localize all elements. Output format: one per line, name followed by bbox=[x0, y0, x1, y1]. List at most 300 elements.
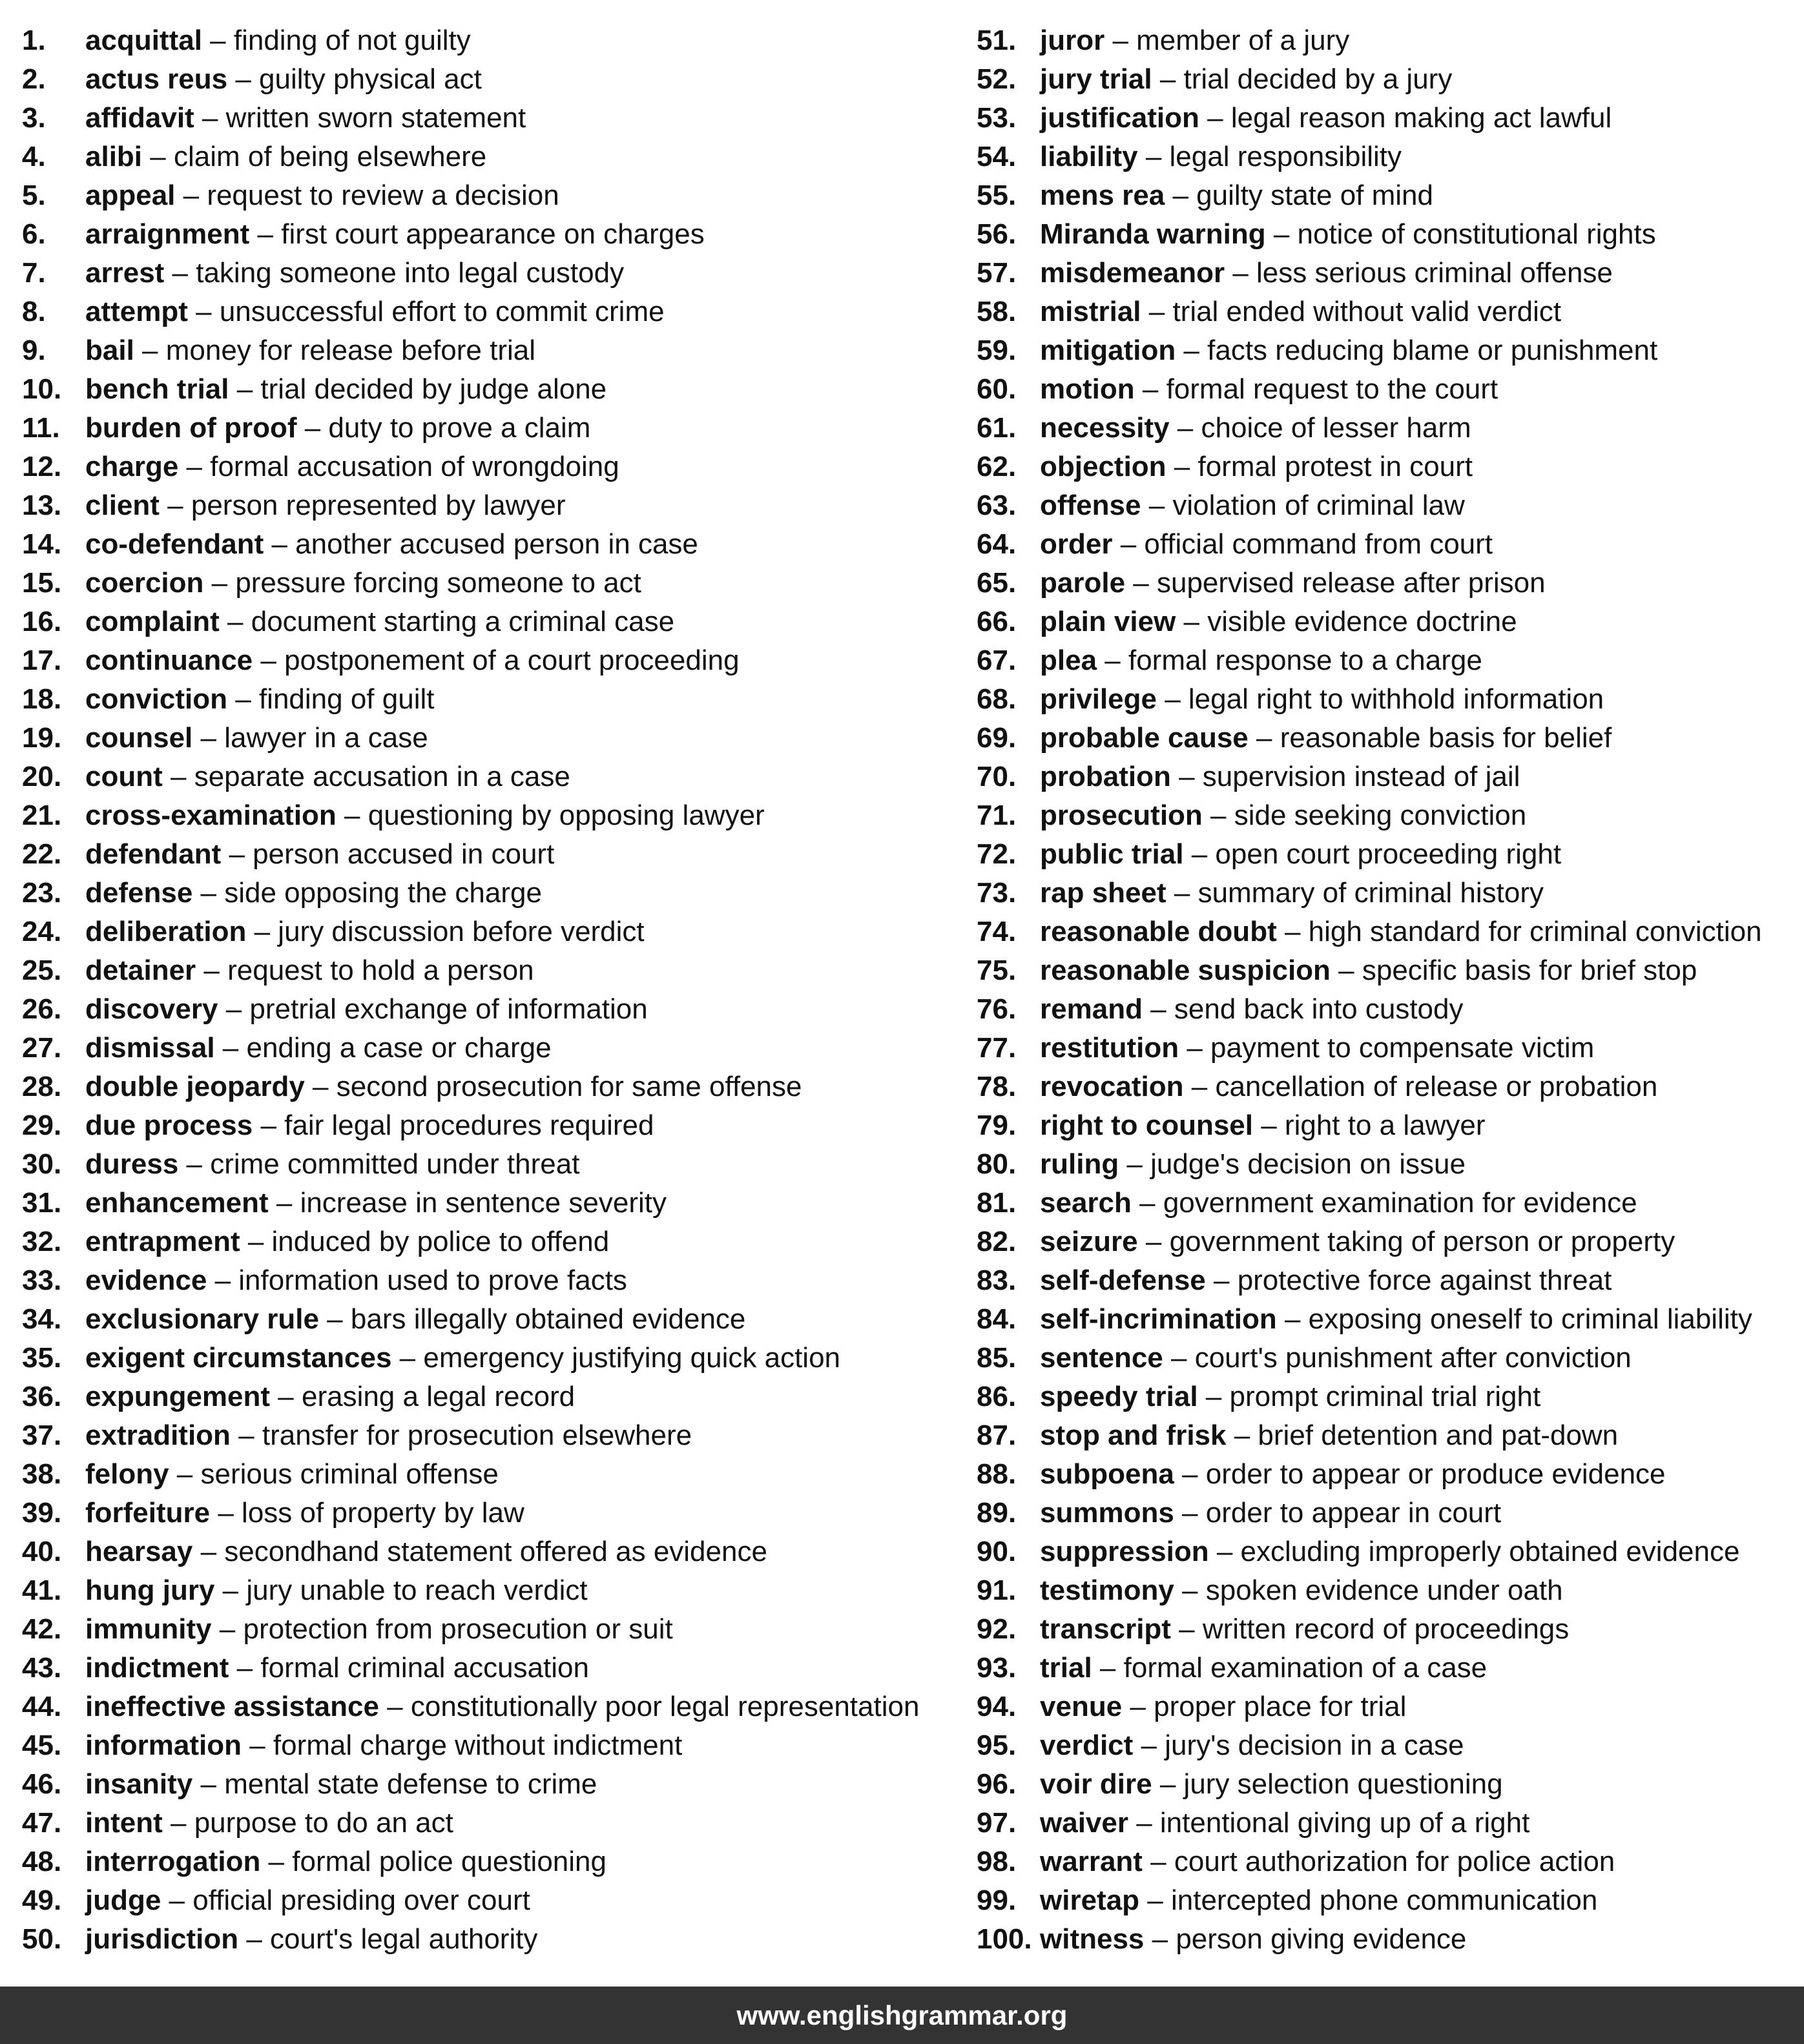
entry-term: mitigation bbox=[1040, 335, 1176, 366]
entry-term: arraignment bbox=[85, 218, 250, 250]
glossary-entry bbox=[977, 1029, 1797, 1068]
entry-number: 4. bbox=[22, 141, 46, 172]
entry-separator: – bbox=[1097, 645, 1128, 676]
glossary-entry bbox=[22, 176, 959, 215]
entry-term: due process bbox=[85, 1110, 253, 1141]
entry-number: 14. bbox=[22, 528, 62, 560]
entry-number: 1. bbox=[22, 25, 46, 56]
entry-number: 95. bbox=[977, 1729, 1017, 1761]
entry-term: double jeopardy bbox=[85, 1071, 305, 1102]
entry-definition: purpose to do an act bbox=[194, 1807, 453, 1839]
entry-separator: – bbox=[1248, 722, 1280, 754]
entry-term: probation bbox=[1040, 761, 1171, 792]
entry-definition: cancellation of release or probation bbox=[1215, 1071, 1658, 1102]
glossary-entry bbox=[977, 1378, 1797, 1416]
entry-number: 16. bbox=[22, 606, 62, 637]
entry-number: 85. bbox=[977, 1342, 1017, 1374]
entry-definition: intercepted phone communication bbox=[1170, 1884, 1598, 1916]
glossary-entry bbox=[22, 1571, 959, 1610]
entry-definition: visible evidence doctrine bbox=[1207, 606, 1517, 637]
glossary-entry bbox=[977, 138, 1797, 176]
glossary-entry bbox=[977, 60, 1797, 99]
entry-term: immunity bbox=[85, 1613, 212, 1645]
entry-term: dismissal bbox=[85, 1032, 215, 1064]
entry-separator: – bbox=[1156, 683, 1188, 715]
glossary-entry bbox=[977, 176, 1797, 215]
entry-definition: summary of criminal history bbox=[1197, 877, 1544, 909]
glossary-entry bbox=[22, 1533, 959, 1571]
entry-number: 53. bbox=[977, 102, 1017, 134]
glossary-entry bbox=[22, 1920, 959, 1959]
entry-term: actus reus bbox=[85, 63, 228, 95]
entry-number: 68. bbox=[977, 683, 1017, 715]
entry-number: 52. bbox=[977, 63, 1017, 95]
entry-number: 58. bbox=[977, 296, 1017, 327]
glossary-entry bbox=[22, 951, 959, 990]
entry-separator: – bbox=[218, 993, 250, 1025]
entry-separator: – bbox=[1205, 1265, 1238, 1296]
entry-separator: – bbox=[162, 761, 194, 792]
entry-definition: jury selection questioning bbox=[1183, 1768, 1503, 1800]
entry-definition: duty to prove a claim bbox=[328, 412, 591, 444]
entry-number: 69. bbox=[977, 722, 1017, 754]
entry-definition: serious criminal offense bbox=[200, 1458, 499, 1490]
entry-number: 50. bbox=[22, 1923, 62, 1955]
entry-number: 88. bbox=[977, 1458, 1017, 1490]
entry-number: 31. bbox=[22, 1187, 62, 1219]
entry-separator: – bbox=[134, 335, 166, 366]
glossary-entry bbox=[22, 138, 959, 176]
entry-number: 77. bbox=[977, 1032, 1017, 1064]
glossary-entry bbox=[22, 1261, 959, 1300]
glossary-entry bbox=[22, 215, 959, 254]
entry-number: 78. bbox=[977, 1071, 1017, 1102]
entry-separator: – bbox=[1225, 257, 1257, 289]
glossary-entry bbox=[22, 641, 959, 680]
entry-term: hung jury bbox=[85, 1574, 215, 1606]
glossary-entry bbox=[977, 1145, 1797, 1184]
entry-term: continuance bbox=[85, 645, 253, 676]
entry-definition: government examination for evidence bbox=[1163, 1187, 1637, 1219]
glossary-entry bbox=[22, 835, 959, 874]
entry-definition: postponement of a court proceeding bbox=[284, 645, 740, 676]
entry-term: probable cause bbox=[1040, 722, 1249, 754]
entry-definition: ending a case or charge bbox=[246, 1032, 552, 1064]
entry-number: 72. bbox=[977, 838, 1017, 870]
entry-separator: – bbox=[260, 1846, 293, 1877]
entry-term: evidence bbox=[85, 1265, 207, 1296]
glossary-entry bbox=[22, 680, 959, 719]
entry-number: 90. bbox=[977, 1536, 1017, 1567]
entry-number: 89. bbox=[977, 1497, 1017, 1529]
entry-term: coercion bbox=[85, 567, 204, 599]
entry-number: 6. bbox=[22, 218, 46, 250]
entry-definition: bars illegally obtained evidence bbox=[350, 1303, 746, 1335]
entry-separator: – bbox=[1128, 1807, 1160, 1839]
glossary-entry bbox=[22, 293, 959, 331]
entry-term: jurisdiction bbox=[85, 1923, 239, 1955]
glossary-column-left bbox=[22, 21, 959, 1959]
entry-definition: formal police questioning bbox=[292, 1846, 607, 1877]
glossary-entry bbox=[22, 370, 959, 409]
glossary-entry bbox=[977, 409, 1797, 448]
entry-definition: order to appear in court bbox=[1205, 1497, 1502, 1529]
entry-number: 40. bbox=[22, 1536, 62, 1567]
entry-number: 82. bbox=[977, 1226, 1017, 1257]
entry-separator: – bbox=[159, 490, 191, 521]
entry-separator: – bbox=[219, 606, 251, 637]
glossary-entry bbox=[22, 1145, 959, 1184]
entry-term: felony bbox=[85, 1458, 169, 1490]
entry-definition: separate accusation in a case bbox=[194, 761, 570, 792]
entry-term: prosecution bbox=[1040, 800, 1203, 831]
glossary-entry bbox=[22, 719, 959, 758]
glossary-entry bbox=[977, 1300, 1797, 1339]
entry-definition: prompt criminal trial right bbox=[1229, 1381, 1541, 1412]
entry-term: right to counsel bbox=[1040, 1110, 1253, 1141]
entry-term: hearsay bbox=[85, 1536, 193, 1567]
glossary-entry bbox=[22, 254, 959, 293]
entry-number: 38. bbox=[22, 1458, 62, 1490]
entry-term: indictment bbox=[85, 1652, 229, 1684]
entry-definition: request to review a decision bbox=[207, 180, 559, 211]
glossary-entry bbox=[977, 874, 1797, 913]
glossary-entry bbox=[977, 835, 1797, 874]
entry-number: 98. bbox=[977, 1846, 1017, 1877]
entry-definition: legal responsibility bbox=[1169, 141, 1402, 172]
entry-number: 17. bbox=[22, 645, 62, 676]
glossary-entry bbox=[22, 1029, 959, 1068]
entry-term: venue bbox=[1040, 1691, 1123, 1722]
entry-definition: secondhand statement offered as evidence bbox=[224, 1536, 767, 1567]
entry-separator: – bbox=[253, 645, 285, 676]
entry-term: jury trial bbox=[1040, 63, 1152, 95]
glossary-entry bbox=[22, 1649, 959, 1688]
entry-definition: government taking of person or property bbox=[1169, 1226, 1675, 1257]
entry-term: testimony bbox=[1040, 1574, 1174, 1606]
glossary-entry bbox=[22, 1300, 959, 1339]
glossary-entry bbox=[977, 99, 1797, 138]
entry-definition: send back into custody bbox=[1174, 993, 1464, 1025]
entry-definition: person represented by lawyer bbox=[191, 490, 566, 521]
entry-term: acquittal bbox=[85, 25, 202, 56]
entry-definition: constitutionally poor legal representation bbox=[410, 1691, 920, 1722]
entry-definition: questioning by opposing lawyer bbox=[368, 800, 765, 831]
glossary-entry bbox=[977, 1184, 1797, 1223]
glossary-entry bbox=[977, 1068, 1797, 1106]
entry-separator: – bbox=[227, 63, 260, 95]
glossary-entry bbox=[22, 1688, 959, 1726]
glossary-entry bbox=[977, 1533, 1797, 1571]
entry-number: 12. bbox=[22, 451, 62, 482]
entry-separator: – bbox=[238, 1923, 271, 1955]
entry-separator: – bbox=[229, 1652, 261, 1684]
entry-definition: finding of guilt bbox=[258, 683, 435, 715]
entry-definition: taking someone into legal custody bbox=[196, 257, 625, 289]
entry-term: warrant bbox=[1040, 1846, 1143, 1877]
entry-term: exclusionary rule bbox=[85, 1303, 319, 1335]
entry-definition: less serious criminal offense bbox=[1256, 257, 1613, 289]
entry-number: 59. bbox=[977, 335, 1017, 366]
entry-separator: – bbox=[207, 1265, 239, 1296]
entry-number: 30. bbox=[22, 1148, 62, 1180]
entry-separator: – bbox=[162, 1807, 194, 1839]
entry-term: co-defendant bbox=[85, 528, 264, 560]
entry-term: revocation bbox=[1040, 1071, 1184, 1102]
glossary-entry bbox=[22, 796, 959, 835]
entry-separator: – bbox=[1276, 1303, 1309, 1335]
entry-term: exigent circumstances bbox=[85, 1342, 392, 1374]
entry-separator: – bbox=[1165, 180, 1197, 211]
glossary-entry bbox=[22, 913, 959, 951]
entry-definition: emergency justifying quick action bbox=[423, 1342, 841, 1374]
entry-term: information bbox=[85, 1729, 242, 1761]
entry-definition: formal request to the court bbox=[1166, 373, 1498, 405]
entry-definition: formal examination of a case bbox=[1123, 1652, 1488, 1684]
glossary-entry bbox=[977, 1804, 1797, 1843]
entry-definition: person giving evidence bbox=[1176, 1923, 1467, 1955]
entry-definition: pressure forcing someone to act bbox=[235, 567, 641, 599]
glossary-entry bbox=[977, 448, 1797, 486]
glossary-entry bbox=[22, 603, 959, 641]
entry-definition: formal response to a charge bbox=[1128, 645, 1482, 676]
entry-term: affidavit bbox=[85, 102, 194, 134]
entry-term: deliberation bbox=[85, 916, 247, 947]
entry-separator: – bbox=[196, 955, 228, 986]
entry-definition: protection from prosecution or suit bbox=[243, 1613, 673, 1645]
entry-term: discovery bbox=[85, 993, 218, 1025]
entry-definition: official presiding over court bbox=[192, 1884, 530, 1916]
entry-separator: – bbox=[1142, 993, 1174, 1025]
entry-number: 2. bbox=[22, 63, 46, 95]
entry-separator: – bbox=[230, 1419, 262, 1451]
glossary-entry bbox=[22, 1339, 959, 1378]
entry-number: 11. bbox=[22, 412, 60, 444]
entry-number: 48. bbox=[22, 1846, 62, 1877]
entry-number: 61. bbox=[977, 412, 1017, 444]
entry-definition: increase in sentence severity bbox=[300, 1187, 667, 1219]
entry-number: 91. bbox=[977, 1574, 1017, 1606]
entry-definition: trial ended without valid verdict bbox=[1172, 296, 1562, 327]
entry-separator: – bbox=[1170, 1613, 1203, 1645]
entry-separator: – bbox=[1202, 800, 1234, 831]
entry-term: reasonable doubt bbox=[1040, 916, 1277, 947]
entry-definition: money for release before trial bbox=[165, 335, 535, 366]
entry-term: summons bbox=[1040, 1497, 1174, 1529]
entry-term: justification bbox=[1040, 102, 1199, 134]
glossary-entry bbox=[977, 603, 1797, 641]
entry-number: 29. bbox=[22, 1110, 62, 1141]
entry-definition: specific basis for brief stop bbox=[1362, 955, 1697, 986]
entry-number: 86. bbox=[977, 1381, 1017, 1412]
entry-definition: jury unable to reach verdict bbox=[246, 1574, 588, 1606]
entry-term: parole bbox=[1040, 567, 1126, 599]
entry-separator: – bbox=[391, 1342, 424, 1374]
entry-definition: side opposing the charge bbox=[224, 877, 542, 909]
entry-number: 35. bbox=[22, 1342, 62, 1374]
glossary-entry bbox=[22, 448, 959, 486]
entry-separator: – bbox=[249, 218, 282, 250]
entry-separator: – bbox=[1276, 916, 1309, 947]
entry-definition: right to a lawyer bbox=[1284, 1110, 1486, 1141]
glossary-entry bbox=[22, 1184, 959, 1223]
entry-separator: – bbox=[304, 1071, 337, 1102]
entry-separator: – bbox=[1179, 1032, 1211, 1064]
entry-term: stop and frisk bbox=[1040, 1419, 1227, 1451]
entry-number: 32. bbox=[22, 1226, 62, 1257]
entry-separator: – bbox=[1197, 1381, 1230, 1412]
entry-separator: – bbox=[1170, 761, 1203, 792]
glossary-entry bbox=[977, 370, 1797, 409]
entry-number: 34. bbox=[22, 1303, 62, 1335]
entry-term: mens rea bbox=[1040, 180, 1165, 211]
entry-separator: – bbox=[253, 1110, 285, 1141]
entry-term: charge bbox=[85, 451, 179, 482]
entry-separator: – bbox=[192, 877, 225, 909]
entry-separator: – bbox=[318, 1303, 351, 1335]
entry-term: client bbox=[85, 490, 160, 521]
entry-term: public trial bbox=[1040, 838, 1184, 870]
entry-definition: open court proceeding right bbox=[1215, 838, 1562, 870]
entry-definition: guilty state of mind bbox=[1196, 180, 1434, 211]
entry-separator: – bbox=[178, 451, 211, 482]
entry-number: 62. bbox=[977, 451, 1017, 482]
entry-definition: formal charge without indictment bbox=[273, 1729, 683, 1761]
entry-separator: – bbox=[211, 1613, 244, 1645]
entry-definition: formal criminal accusation bbox=[260, 1652, 589, 1684]
entry-number: 71. bbox=[977, 800, 1017, 831]
glossary-entry bbox=[977, 1494, 1797, 1533]
entry-number: 27. bbox=[22, 1032, 62, 1064]
entry-separator: – bbox=[192, 1536, 225, 1567]
glossary-entry bbox=[22, 525, 959, 564]
entry-separator: – bbox=[1176, 335, 1208, 366]
glossary-entry bbox=[977, 1726, 1797, 1765]
glossary-entry bbox=[977, 1843, 1797, 1881]
entry-number: 70. bbox=[977, 761, 1017, 792]
entry-term: attempt bbox=[85, 296, 188, 327]
entry-definition: choice of lesser harm bbox=[1201, 412, 1471, 444]
entry-term: judge bbox=[85, 1884, 161, 1916]
entry-term: detainer bbox=[85, 955, 196, 986]
entry-separator: – bbox=[229, 373, 261, 405]
glossary-entry bbox=[22, 486, 959, 525]
entry-number: 10. bbox=[22, 373, 62, 405]
entry-number: 96. bbox=[977, 1768, 1017, 1800]
entry-term: forfeiture bbox=[85, 1497, 211, 1529]
entry-term: rap sheet bbox=[1040, 877, 1166, 909]
entry-separator: – bbox=[1226, 1419, 1258, 1451]
entry-number: 56. bbox=[977, 218, 1017, 250]
entry-separator: – bbox=[1183, 1071, 1216, 1102]
entry-definition: person accused in court bbox=[253, 838, 555, 870]
entry-term: intent bbox=[85, 1807, 163, 1839]
entry-term: witness bbox=[1040, 1923, 1145, 1955]
glossary-entry bbox=[977, 1455, 1797, 1494]
glossary-entry bbox=[977, 564, 1797, 603]
entry-number: 8. bbox=[22, 296, 46, 327]
entry-term: sentence bbox=[1040, 1342, 1163, 1374]
glossary-entry bbox=[22, 990, 959, 1029]
glossary-entry bbox=[977, 680, 1797, 719]
glossary-entry bbox=[22, 1455, 959, 1494]
entry-term: order bbox=[1040, 528, 1113, 560]
entry-definition: official command from court bbox=[1144, 528, 1493, 560]
entry-separator: – bbox=[1166, 451, 1198, 482]
entry-term: motion bbox=[1040, 373, 1135, 405]
entry-term: interrogation bbox=[85, 1846, 261, 1877]
entry-number: 23. bbox=[22, 877, 62, 909]
entry-term: insanity bbox=[85, 1768, 193, 1800]
entry-definition: supervision instead of jail bbox=[1202, 761, 1520, 792]
entry-separator: – bbox=[1208, 1536, 1241, 1567]
entry-term: burden of proof bbox=[85, 412, 297, 444]
entry-definition: facts reducing blame or punishment bbox=[1207, 335, 1658, 366]
entry-separator: – bbox=[1174, 1458, 1206, 1490]
glossary-entry bbox=[977, 1610, 1797, 1649]
entry-number: 79. bbox=[977, 1110, 1017, 1141]
entry-number: 60. bbox=[977, 373, 1017, 405]
glossary-entry bbox=[977, 293, 1797, 331]
entry-definition: information used to prove facts bbox=[238, 1265, 627, 1296]
entry-definition: finding of not guilty bbox=[233, 25, 471, 56]
entry-number: 22. bbox=[22, 838, 62, 870]
entry-number: 87. bbox=[977, 1419, 1017, 1451]
entry-separator: – bbox=[142, 141, 174, 172]
glossary-entry bbox=[977, 719, 1797, 758]
entry-term: expungement bbox=[85, 1381, 271, 1412]
entry-term: subpoena bbox=[1040, 1458, 1174, 1490]
entry-separator: – bbox=[1152, 63, 1184, 95]
entry-term: plain view bbox=[1040, 606, 1176, 637]
glossary-entry bbox=[977, 913, 1797, 951]
entry-definition: exposing oneself to criminal liability bbox=[1308, 1303, 1752, 1335]
entry-definition: loss of property by law bbox=[242, 1497, 524, 1529]
entry-definition: court authorization for police action bbox=[1174, 1846, 1615, 1877]
glossary-entry bbox=[977, 1765, 1797, 1804]
entry-definition: proper place for trial bbox=[1154, 1691, 1407, 1722]
entry-definition: second prosecution for same offense bbox=[336, 1071, 802, 1102]
entry-number: 28. bbox=[22, 1071, 62, 1102]
entry-number: 36. bbox=[22, 1381, 62, 1412]
entry-number: 49. bbox=[22, 1884, 62, 1916]
entry-separator: – bbox=[169, 1458, 201, 1490]
entry-term: appeal bbox=[85, 180, 176, 211]
glossary-entry bbox=[22, 1610, 959, 1649]
entry-term: entrapment bbox=[85, 1226, 240, 1257]
entry-number: 33. bbox=[22, 1265, 62, 1296]
entry-separator: – bbox=[221, 838, 253, 870]
entry-separator: – bbox=[1176, 606, 1208, 637]
entry-definition: order to appear or produce evidence bbox=[1205, 1458, 1666, 1490]
entry-term: verdict bbox=[1040, 1729, 1134, 1761]
glossary-entry bbox=[977, 1571, 1797, 1610]
entry-definition: high standard for criminal conviction bbox=[1308, 916, 1762, 947]
entry-term: transcript bbox=[1040, 1613, 1171, 1645]
entry-separator: – bbox=[192, 722, 225, 754]
entry-term: bench trial bbox=[85, 373, 229, 405]
entry-number: 45. bbox=[22, 1729, 62, 1761]
entry-separator: – bbox=[194, 102, 226, 134]
entry-number: 64. bbox=[977, 528, 1017, 560]
entry-number: 9. bbox=[22, 335, 46, 366]
glossary-column-right bbox=[977, 21, 1797, 1959]
glossary-entry bbox=[977, 951, 1797, 990]
entry-separator: – bbox=[241, 1729, 273, 1761]
entry-number: 73. bbox=[977, 877, 1017, 909]
entry-term: enhancement bbox=[85, 1187, 269, 1219]
glossary-entry bbox=[22, 331, 959, 370]
